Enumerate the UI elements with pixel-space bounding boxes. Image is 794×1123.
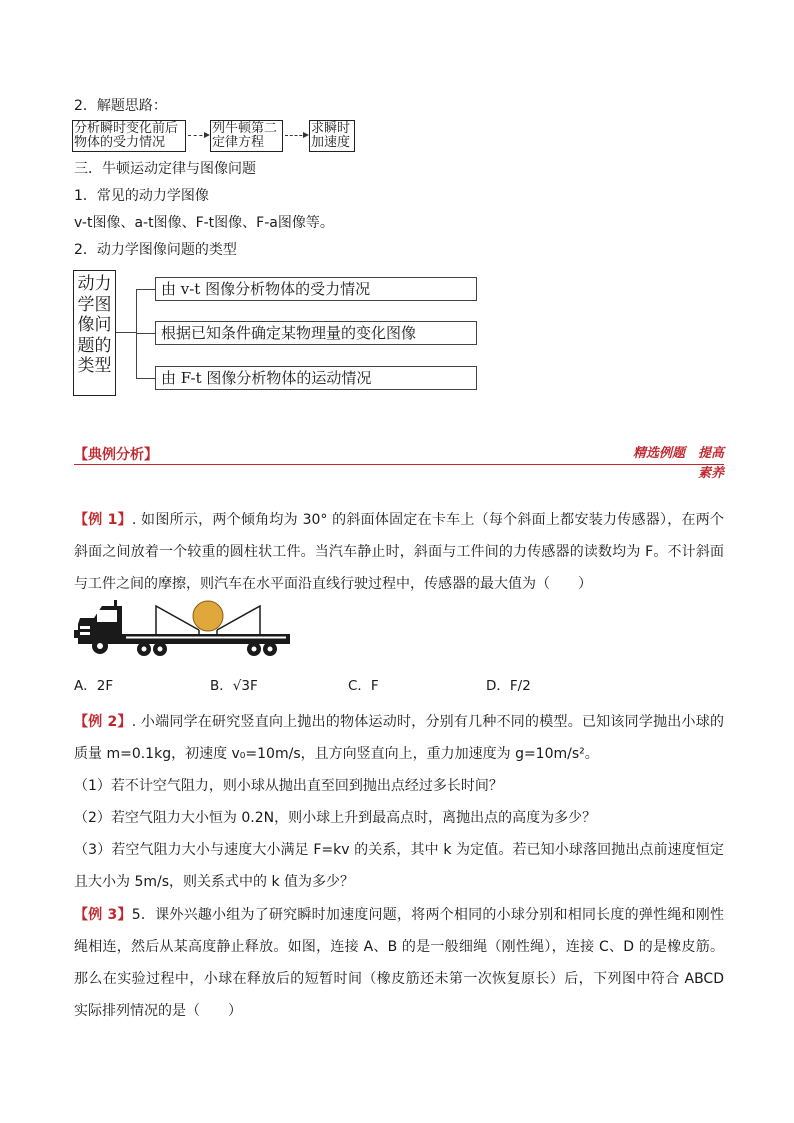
example2-body: . 小端同学在研究竖直向上抛出的物体运动时，分别有几种不同的模型。已知该同学抛出小球的质量 m=0.1kg，初速度 v₀=10m/s，且方向竖直向上，重力加速度为 g=10m/s²。 [74, 714, 724, 762]
flow-step-1: 分析瞬时变化前后物体的受力情况 [72, 120, 186, 152]
flow-arrow-1 [188, 135, 208, 136]
examples-header-right: 精选例题 提高素养 [632, 446, 724, 481]
option-c: C．F [348, 678, 379, 694]
flow-step-3: 求瞬时加速度 [309, 120, 355, 152]
example2-q1: （1）若不计空气阻力，则小球从抛出直至回到抛出点经过多长时间？ [74, 778, 503, 794]
examples-header-left: 【典例分析】 [74, 447, 158, 463]
tree-branch-2 [136, 333, 155, 334]
tree-branch-1 [136, 289, 155, 290]
example2-intro [74, 706, 724, 770]
example2-q2: （2）若空气阻力大小恒为 0.2N，则小球上升到最高点时，离抛出点的高度为多少？ [74, 810, 597, 826]
example1-tag: 【例 1】 [74, 512, 132, 528]
truck-figure [72, 596, 294, 660]
option-d: D．F/2 [486, 678, 531, 694]
example2-tag: 【例 2】 [74, 714, 132, 730]
section3-sub1: 1．常见的动力学图像 [74, 188, 209, 204]
section3-title: 三．牛顿运动定律与图像问题 [74, 161, 256, 177]
section3-sub2: 2．动力学图像问题的类型 [74, 242, 237, 258]
truck-cab [74, 600, 122, 644]
option-b: B．√3F [210, 678, 258, 694]
tree-item-1: 由 v-t 图像分析物体的受力情况 [155, 277, 477, 301]
example3-body: 5．课外兴趣小组为了研究瞬时加速度问题，将两个相同的小球分别和相同长度的弹性绳和刚性绳相连，然后从某高度静止释放。如图，连接 A、B 的是一般细绳（刚性绳），连接 C、D 的是橡皮筋。那么在实验过程中，小球在释放后的短暂时间（橡皮筋还未第一次恢复原长）后，下列图中符合 ABCD 实际排列情况的是（ ） [74, 907, 725, 1019]
example2-q3: （3）若空气阻力大小与速度大小满足 F=kv 的关系，其中 k 为定值。若已知小球落回抛出点前速度恒定且大小为 5m/s，则关系式中的 k 值为多少？ [74, 842, 724, 890]
truck-trailer [122, 634, 290, 644]
flow-arrow-2 [285, 135, 307, 136]
example3-tag: 【例 3】 [74, 907, 132, 923]
thinking-heading: 2．解题思路： [74, 98, 167, 114]
cylinder-workpiece [193, 601, 223, 631]
tree-root: 动力学图像问题的类型 [73, 270, 116, 396]
example1-text [74, 504, 724, 600]
example1-body: . 如图所示，两个倾角均为 30° 的斜面体固定在卡车上（每个斜面上都安装力传感器），在两个斜面之间放着一个较重的圆柱状工件。当汽车静止时，斜面与工件间的力传感器的读数均为 F。不计斜面与工件之间的摩擦，则汽车在水平面沿直线行驶过程中，传感器的最大值为（ ） [74, 512, 724, 592]
tree-branch-3 [136, 378, 155, 379]
tree-item-2: 根据已知条件确定某物理量的变化图像 [155, 321, 477, 345]
tree-connector-h [116, 332, 136, 333]
graph-list: v-t图像、a-t图像、F-t图像、F-a图像等。 [74, 215, 334, 231]
tree-item-3: 由 F-t 图像分析物体的运动情况 [155, 366, 477, 390]
flow-step-2: 列牛顿第二定律方程 [210, 120, 283, 152]
option-a: A．2F [74, 678, 114, 694]
example3-text [74, 899, 724, 1027]
